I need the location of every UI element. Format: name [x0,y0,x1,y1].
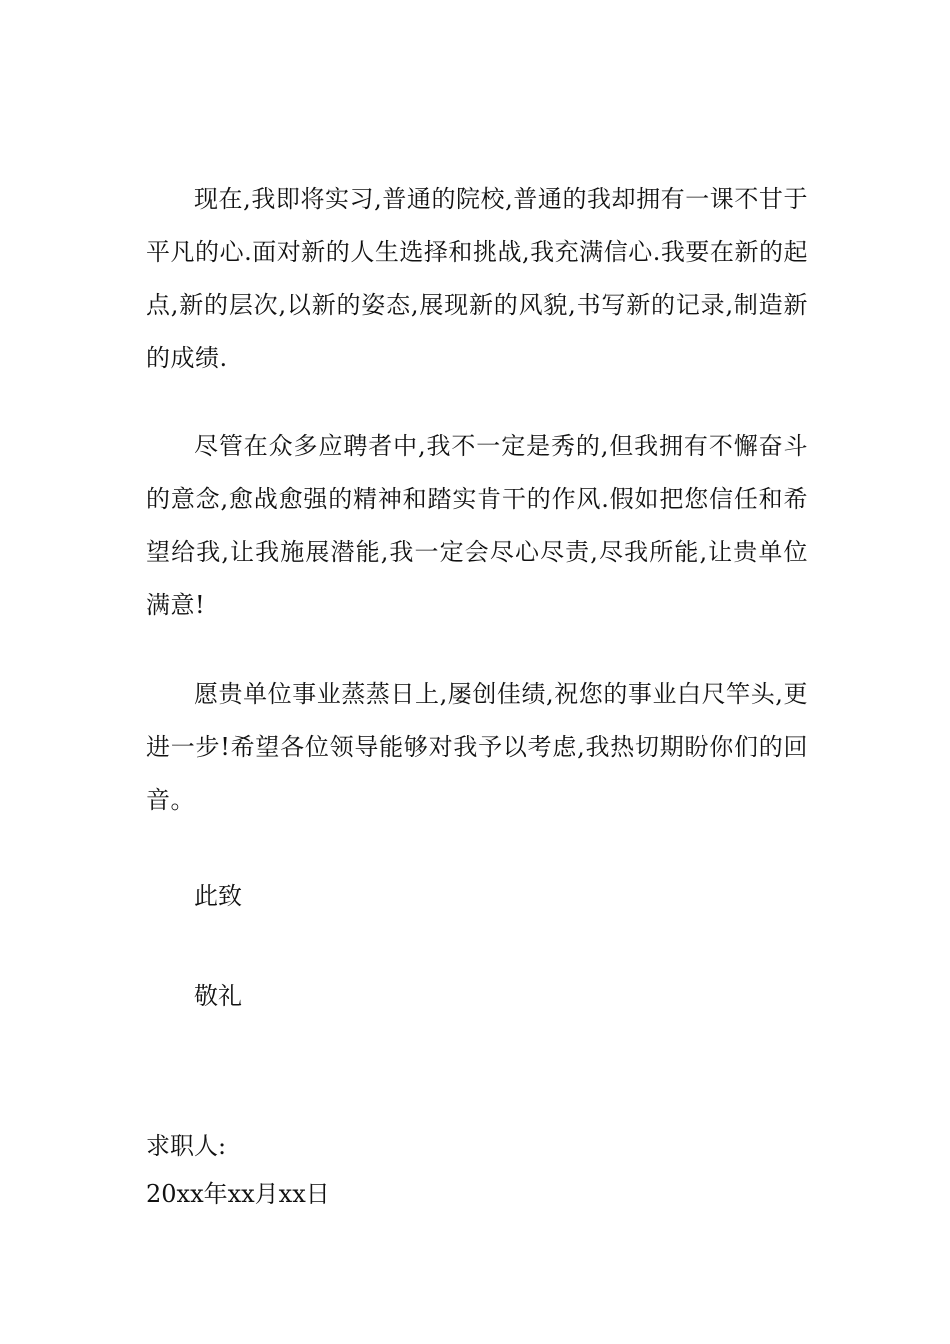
body-paragraph-2: 尽管在众多应聘者中,我不一定是秀的,但我拥有不懈奋斗的意念,愈战愈强的精神和踏实肯干的作风.假如把您信任和希望给我,让我施展潜能,我一定会尽心尽责,尽我所能,让贵单位满意! [146,432,808,619]
closing-phrase: 此致 [194,882,242,910]
body-paragraph-3: 愿贵单位事业蒸蒸日上,屡创佳绩,祝您的事业白尺竿头,更进一步!希望各位领导能够对我予以考虑,我热切期盼你们的回音。 [146,680,808,814]
body-paragraph-1: 现在,我即将实习,普通的院校,普通的我却拥有一课不甘于平凡的心.面对新的人生选择和挑战,我充满信心.我要在新的起点,新的层次,以新的姿态,展现新的风貌,书写新的记录,制造新的成绩. [146,185,808,372]
applicant-label: 求职人: [146,1132,227,1160]
letter-date: 20xx年xx月xx日 [146,1180,330,1208]
salutation: 敬礼 [194,982,242,1010]
